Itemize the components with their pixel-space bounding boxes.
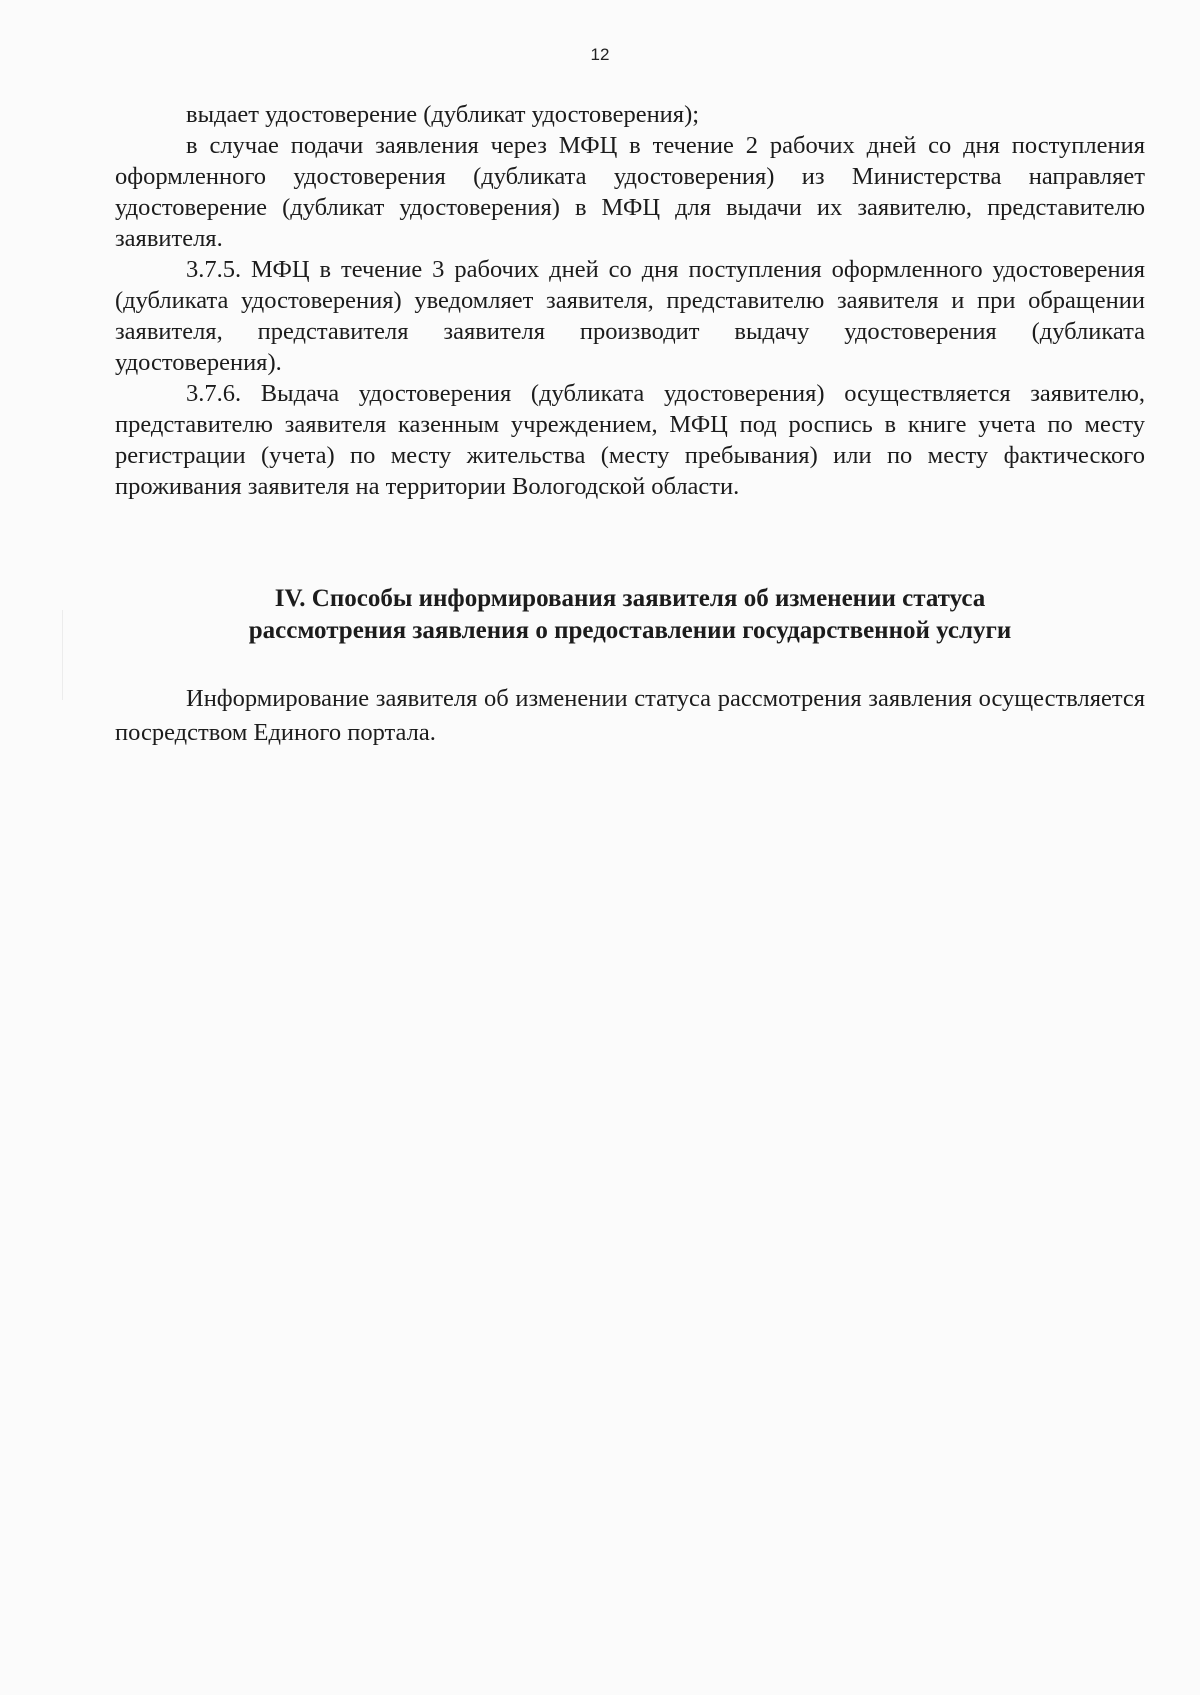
- scan-artifact-line: [62, 610, 63, 700]
- body-text: [115, 99, 1145, 502]
- section-heading-line-1: IV. Способы информирования заявителя об изменении статуса: [274, 585, 986, 612]
- page-number: 12: [590, 45, 610, 64]
- paragraph-mfc-forwarding: в случае подачи заявления через МФЦ в течение 2 рабочих дней со дня поступления оформленного удостоверения (дубликата удостоверения) из Министерства направляет удостоверение (дубликат удостоверения) в МФЦ для выдачи их заявителю, представителю заявителя.: [115, 132, 1145, 252]
- section-body: [115, 682, 1145, 750]
- section-heading-line-2: рассмотрения заявления о предоставлении государственной услуги: [248, 617, 1012, 644]
- section-heading: [115, 583, 1145, 647]
- paragraph-3-7-5: 3.7.5. МФЦ в течение 3 рабочих дней со дня поступления оформленного удостоверения (дубликата удостоверения) уведомляет заявителя, представителю заявителя и при обращении заявителя, представителя заявителя производит выдачу удостоверения (дубликата удостоверения).: [115, 256, 1145, 376]
- paragraph-3-7-6: 3.7.6. Выдача удостоверения (дубликата удостоверения) осуществляется заявителю, представителю заявителя казенным учреждением, МФЦ под роспись в книге учета по месту регистрации (учета) по месту жительства (месту пребывания) или по месту фактического проживания заявителя на территории Вологодской области.: [115, 380, 1145, 500]
- paragraph-issue: выдает удостоверение (дубликат удостоверения);: [186, 101, 700, 128]
- paragraph-informing: Информирование заявителя об изменении статуса рассмотрения заявления осуществляется посредством Единого портала.: [115, 685, 1145, 746]
